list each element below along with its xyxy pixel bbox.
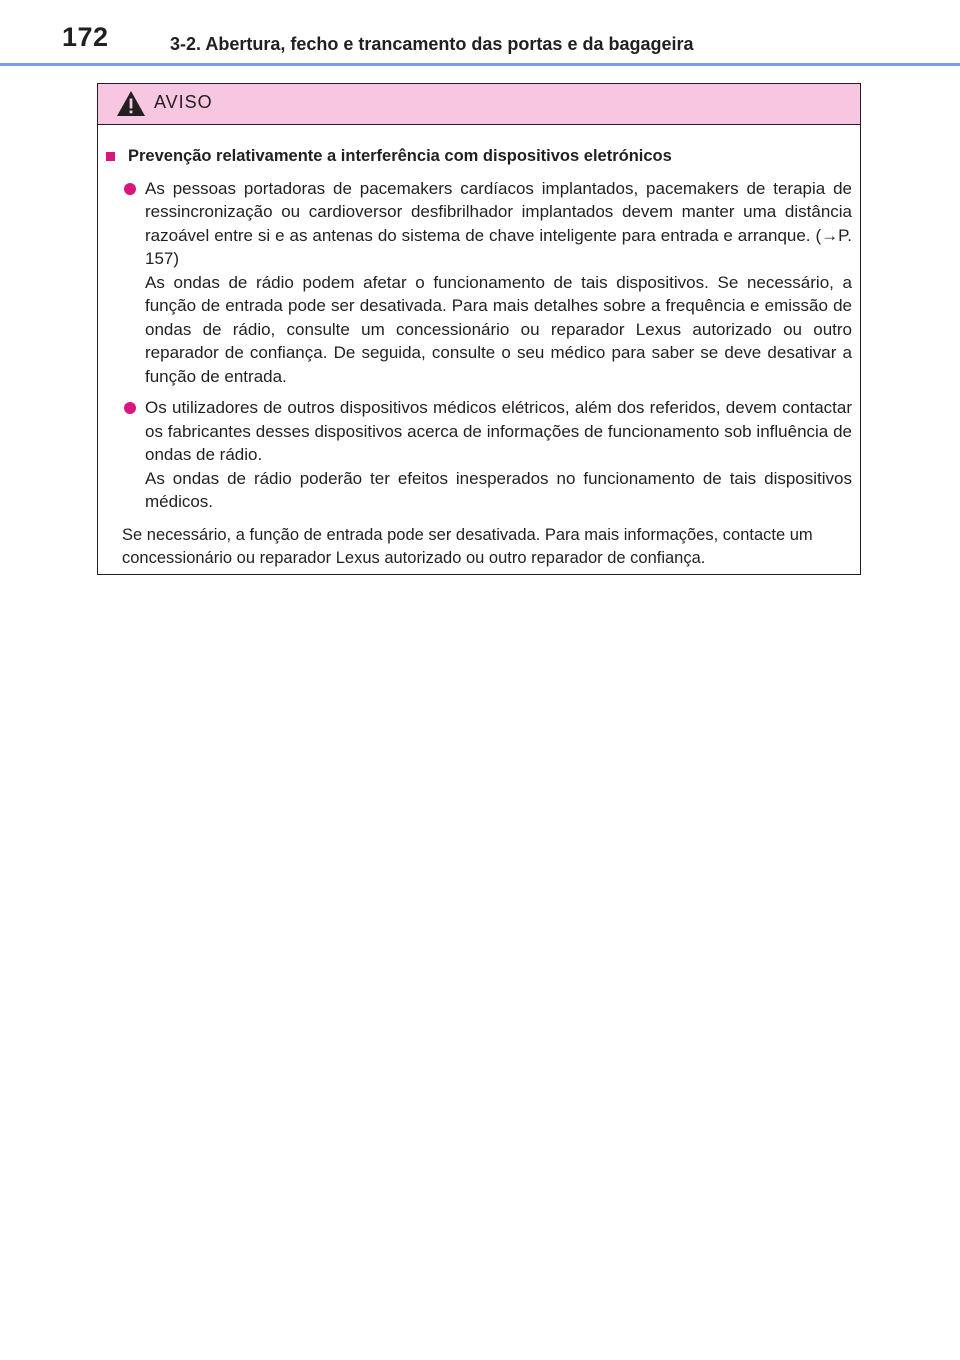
item-paragraph: Os utilizadores de outros dispositivos médicos elétricos, além dos referidos, devem contactar os fabricantes desses dispositivos acerca de informações de funcionamento sob influência de ondas de rádio. <box>145 398 852 464</box>
warning-subheading-text: Prevenção relativamente a interferência com dispositivos eletrónicos <box>128 147 672 165</box>
warning-triangle-icon <box>116 90 146 117</box>
square-bullet-icon <box>106 152 115 161</box>
section-title: 3-2. Abertura, fecho e trancamento das portas e da bagageira <box>170 34 694 54</box>
page-number: 172 <box>62 22 109 52</box>
warning-header <box>98 84 860 125</box>
page-header <box>0 0 960 66</box>
item-paragraph: As pessoas portadoras de pacemakers cardíacos implantados, pacemakers de terapia de ressincronização ou cardioversor desfibrilhador implantados devem manter uma distância razoável entre si e as antenas do sistema de chave inteligente para entrada e arranque. (→P. 157) <box>145 178 852 268</box>
warning-box <box>97 83 861 575</box>
circle-bullet-icon <box>124 183 136 195</box>
warning-label: AVISO <box>154 92 213 112</box>
header-divider <box>0 63 960 66</box>
list-item <box>122 177 852 389</box>
warning-subheading <box>122 145 852 169</box>
list-item <box>122 396 852 514</box>
warning-closing-note: Se necessário, a função de entrada pode ser desativada. Para mais informações, contacte um concessionário ou reparador Lexus autorizado ou outro reparador de confiança. <box>122 525 813 567</box>
item-paragraph: As ondas de rádio poderão ter efeitos inesperados no funcionamento de tais dispositivos médicos. <box>145 468 852 511</box>
item-paragraph: As ondas de rádio podem afetar o funcionamento de tais dispositivos. Se necessário, a função de entrada pode ser desativada. Para mais detalhes sobre a frequência e emissão de ondas de rádio, consulte um concessionário ou reparador Lexus autorizado ou outro reparador de confiança. De seguida, consulte o seu médico para saber se deve desativar a função de entrada. <box>145 272 852 386</box>
circle-bullet-icon <box>124 402 136 414</box>
warning-body <box>98 125 860 570</box>
